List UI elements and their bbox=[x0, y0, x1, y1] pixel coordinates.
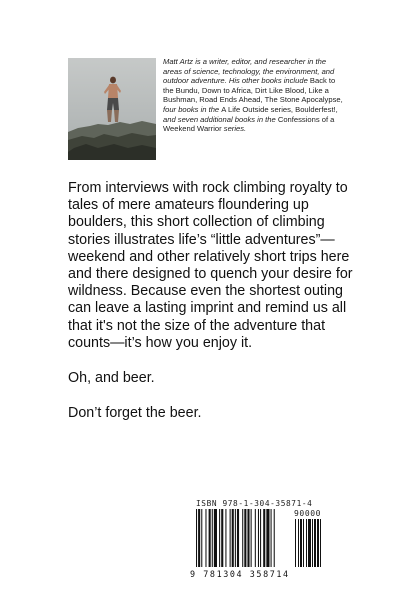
bio-series-title: A Life Outside bbox=[221, 104, 269, 114]
blurb-paragraph: From interviews with rock climbing royalty to tales of mere amateurs floundering up boulders, this short collection of climbing stories illustrates life’s “little adventures”—weekend and other relatively short trips here and there designed to quench your desire for wildness. Because even the shortest outing can leave a lasting imprint and remind us all that it's not the size of the adventure that counts—it’s how you enjoy it. bbox=[68, 180, 353, 351]
blurb-paragraph: Oh, and beer. bbox=[68, 370, 155, 387]
addon-number: 90000 bbox=[294, 509, 322, 518]
author-bio bbox=[163, 57, 345, 134]
author-photo bbox=[68, 58, 156, 160]
bio-titles: Back to the Bundu, Down to Africa, Dirt Like Blood, Like a Bushman, Road Ends Ahead, The Stone Apocalypse, bbox=[163, 76, 343, 105]
isbn-barcode bbox=[190, 496, 330, 584]
cover-blurb bbox=[68, 180, 368, 440]
blurb-paragraph: Don’t forget the beer. bbox=[68, 405, 202, 422]
bio-text: four books in the bbox=[163, 104, 222, 114]
bio-text: series. bbox=[221, 124, 247, 134]
bio-text: series, bbox=[268, 104, 296, 114]
ean-number: 9 781304 358714 bbox=[190, 569, 290, 579]
bio-book-title: Boulderfest!, bbox=[295, 104, 338, 114]
barcode-bars-icon bbox=[196, 509, 328, 569]
bio-text: Matt Artz is a writer, editor, and researcher in the areas of science, technology, the environment, and outdoor adventure. His other books include bbox=[163, 57, 335, 86]
bio-series-title: Confessions of a Weekend Warrior bbox=[163, 114, 335, 134]
isbn-label: ISBN 978-1-304-35871-4 bbox=[196, 499, 313, 508]
bio-text: and seven additional books in the bbox=[163, 114, 278, 124]
